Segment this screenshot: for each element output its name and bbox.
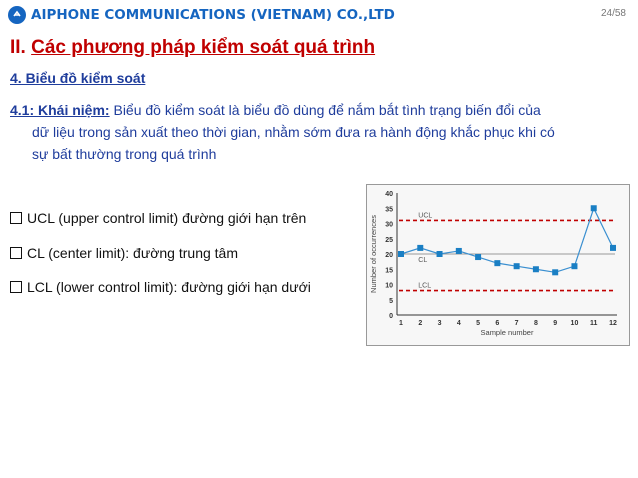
page-title xyxy=(10,37,375,59)
x-tick-label: 7 xyxy=(514,320,519,327)
y-tick-label: 5 xyxy=(389,297,393,305)
bullet-text: CL (center limit): đường trung tâm xyxy=(27,245,238,261)
ucl-label: UCL xyxy=(418,212,433,220)
title-text: Các phương pháp kiểm soát quá trình xyxy=(31,37,376,58)
y-tick-label: 25 xyxy=(385,236,393,244)
y-tick-label: 35 xyxy=(385,206,393,214)
x-tick-label: 6 xyxy=(495,320,500,327)
page-number: 24/58 xyxy=(600,8,626,19)
bullet-text: UCL (upper control limit) đường giới hạn trên xyxy=(27,210,307,226)
definition-term: 4.1: Khái niệm: xyxy=(10,102,110,118)
data-point xyxy=(571,263,577,269)
x-tick-label: 1 xyxy=(399,320,403,327)
bullet-ucl xyxy=(10,210,306,226)
definition-line-3: sự bất thường trong quá trình xyxy=(32,146,217,162)
data-point xyxy=(456,248,462,254)
data-point xyxy=(437,251,443,257)
series-line xyxy=(401,208,613,272)
y-tick-label: 10 xyxy=(385,282,393,290)
x-tick-label: 12 xyxy=(609,320,617,327)
bullet-cl xyxy=(10,245,238,261)
data-point xyxy=(514,263,520,269)
x-tick-label: 3 xyxy=(437,320,442,327)
x-tick-label: 11 xyxy=(590,320,598,327)
data-point xyxy=(494,260,500,266)
y-tick-label: 20 xyxy=(385,252,393,259)
control-chart-svg xyxy=(367,185,629,345)
y-tick-label: 30 xyxy=(385,221,393,229)
y-tick-label: 15 xyxy=(385,267,393,275)
definition-paragraph xyxy=(10,99,625,165)
cl-label: CL xyxy=(418,257,428,264)
data-point xyxy=(591,205,597,211)
data-point xyxy=(552,269,558,275)
x-tick-label: 8 xyxy=(533,320,538,327)
data-point xyxy=(533,266,539,272)
company-logo-icon xyxy=(8,6,26,24)
checkbox-bullet-icon xyxy=(10,212,22,224)
x-tick-label: 4 xyxy=(456,320,461,327)
checkbox-bullet-icon xyxy=(10,281,22,293)
x-axis-label: Sample number xyxy=(480,328,534,337)
title-prefix: II. xyxy=(10,37,32,58)
section-heading: 4. Biểu đồ kiểm soát xyxy=(10,70,146,86)
y-axis-label: Number of occurrences xyxy=(369,215,378,293)
header xyxy=(8,3,395,27)
data-point xyxy=(475,254,481,260)
control-chart xyxy=(366,184,630,346)
checkbox-bullet-icon xyxy=(10,247,22,259)
y-tick-label: 40 xyxy=(385,191,393,198)
data-point xyxy=(398,251,404,257)
x-tick-label: 5 xyxy=(476,320,481,327)
company-name: AIPHONE COMMUNICATIONS (VIETNAM) CO.,LTD xyxy=(31,7,395,23)
x-tick-label: 2 xyxy=(418,320,423,327)
definition-line-1: Biểu đồ kiểm soát là biểu đồ dùng để nắm bắt tình trạng biến đổi của xyxy=(109,102,541,118)
x-tick-label: 9 xyxy=(553,320,558,327)
bullet-lcl xyxy=(10,279,311,295)
data-point xyxy=(417,245,423,251)
lcl-label: LCL xyxy=(418,282,432,290)
bullet-text: LCL (lower control limit): đường giới hạn dưới xyxy=(27,279,311,295)
data-point xyxy=(610,245,616,251)
definition-line-2: dữ liệu trong sản xuất theo thời gian, nhằm sớm đưa ra hành động khắc phục khi có xyxy=(32,124,555,140)
y-tick-label: 0 xyxy=(389,313,393,320)
x-tick-label: 10 xyxy=(570,320,579,327)
